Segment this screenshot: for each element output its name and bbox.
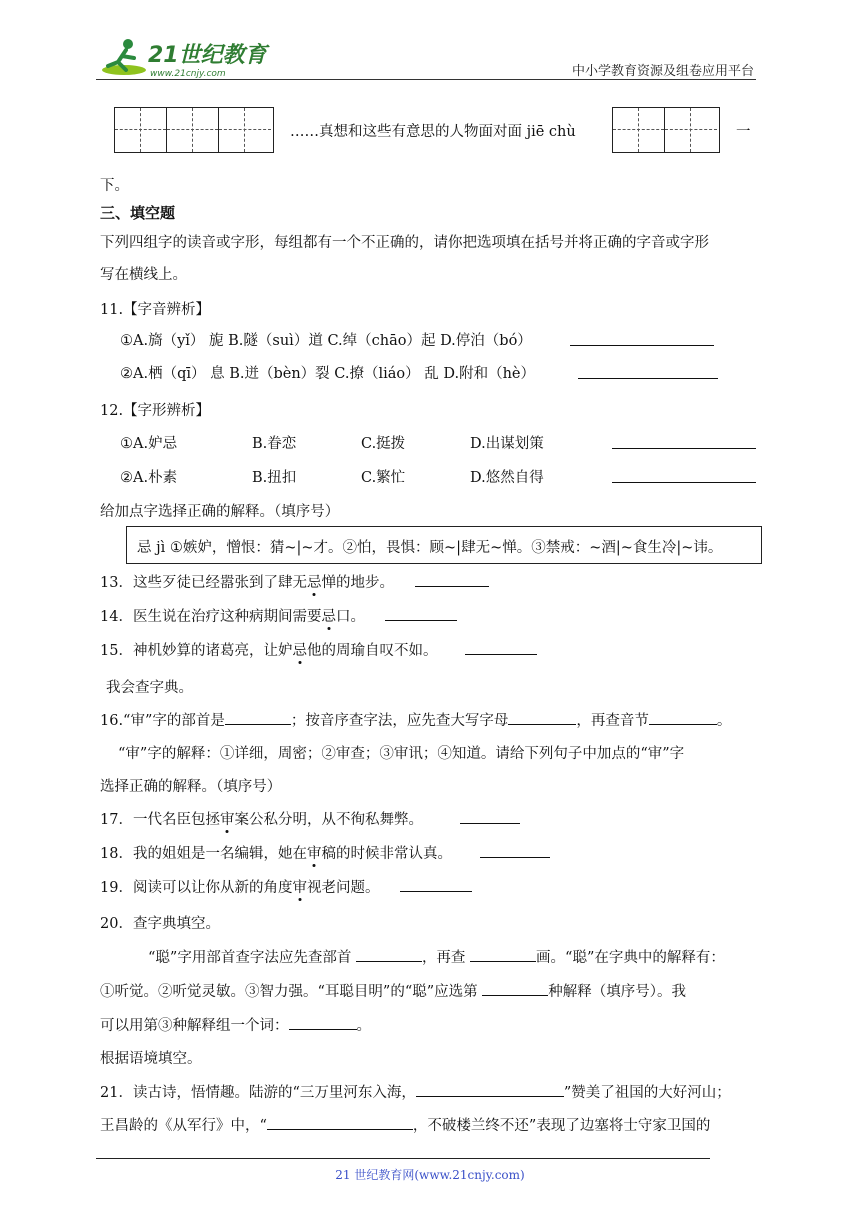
q20-l2a: ①听觉。②听觉灵敏。③智力强。“耳聪目明”的“聪”应选第 — [100, 984, 478, 1000]
q13-pre: 13．这些歹徒已经嚣张到了肆无 — [100, 575, 307, 591]
q21-line1 — [100, 1081, 731, 1102]
q11-row2-d: D.附和（hè） — [443, 366, 535, 382]
q20-l2b: 种解释（填序号）。我 — [548, 984, 687, 1000]
q12-row2-b: B.扭扣 — [252, 470, 297, 486]
q16-part-b: ；按音序查字法，应先查大写字母 — [290, 713, 509, 729]
q11-row1-b: B.隧（suì）道 — [228, 333, 323, 349]
q17-answer-blank[interactable] — [460, 808, 520, 824]
q16-part-d: 。 — [716, 713, 732, 729]
q14-dotted-char: 忌 — [321, 605, 336, 626]
q11-answer-blank-1[interactable] — [570, 330, 714, 346]
header-platform-name: 中小学教育资源及组卷应用平台 — [571, 64, 754, 79]
writing-grid-left — [114, 107, 274, 153]
q18-post: 稿的时候非常认真。 — [321, 846, 452, 862]
q12-title: 12.【字形辨析】 — [100, 403, 211, 419]
q13-answer-blank[interactable] — [415, 571, 489, 587]
q21-part-b: ”赞美了祖国的大好河山； — [563, 1085, 731, 1101]
sentence-wrap: 下。 — [100, 178, 129, 194]
q19-post: 视老问题。 — [306, 880, 380, 896]
svg-text:www.21cnjy.com: www.21cnjy.com — [150, 69, 226, 79]
q20-blank-strokes[interactable] — [470, 946, 536, 962]
q21-part-c: 王昌龄的《从军行》中，“ — [100, 1118, 267, 1134]
footer-text: 21 世纪教育网(www.21cnjy.com) — [335, 1168, 525, 1182]
q12-row2-d: D.悠然自得 — [470, 470, 544, 486]
q15-answer-blank[interactable] — [465, 639, 537, 655]
q11-row1-c: C.绰（chāo）起 — [327, 333, 436, 349]
q20-line2 — [100, 980, 686, 1001]
q20-l1a: “聪”字用部首查字法应先查部首 — [148, 950, 352, 966]
q18-dotted-char: 审 — [307, 842, 322, 863]
q15-pre: 15．神机妙算的诸葛亮，让妒 — [100, 643, 293, 659]
q19-answer-blank[interactable] — [400, 876, 472, 892]
section-intro-1: 下列四组字的读音或字形，每组都有一个不正确的，请你把选项填在括号并将正确的字音或字形 — [100, 235, 709, 251]
dict-expl-2: 选择正确的解释。（填序号） — [100, 779, 282, 795]
q19-dotted-char: 审 — [292, 876, 307, 897]
q20-blank-meaning[interactable] — [482, 980, 548, 996]
q18 — [100, 842, 452, 863]
q21-part-a: 21．读古诗，悟情趣。陆游的“三万里河东入海， — [100, 1085, 416, 1101]
context-title: 根据语境填空。 — [100, 1051, 202, 1067]
q19-pre: 19．阅读可以让你从新的角度 — [100, 880, 293, 896]
q12-answer-blank-1[interactable] — [612, 433, 756, 449]
q18-pre: 18．我的姐姐是一名编辑，她在 — [100, 846, 307, 862]
q17-dotted-char: 审 — [220, 808, 235, 829]
q21-line2 — [100, 1114, 710, 1135]
q16-part-c: ，再查音节 — [576, 713, 649, 729]
q17-pre: 17．一代名臣包拯 — [100, 812, 220, 828]
q12-row1-d: D.出谋划策 — [470, 436, 544, 452]
q15 — [100, 639, 437, 660]
section-intro-2: 写在横线上。 — [100, 267, 187, 283]
q21-blank-2[interactable] — [267, 1114, 413, 1130]
q13 — [100, 571, 394, 592]
definition-box — [126, 526, 762, 564]
q12-row2-a: ②A.朴素 — [120, 470, 178, 486]
q11-row2-b: B.迸（bèn）裂 — [229, 366, 330, 382]
q11-row1-d: D.停泊（bó） — [440, 333, 532, 349]
q14-post: 口。 — [335, 609, 365, 625]
q17 — [100, 808, 423, 829]
q18-answer-blank[interactable] — [480, 842, 550, 858]
q12-row1-b: B.眷恋 — [252, 436, 297, 452]
q11-row1-a: ①A.旖（yǐ） 旎 — [120, 333, 224, 349]
q17-post: 案公私分明，从不徇私舞弊。 — [234, 812, 423, 828]
q11-row2-c: C.撩（liáo） 乱 — [334, 366, 439, 382]
header-divider — [96, 79, 756, 80]
q20-l3b: 。 — [356, 1018, 371, 1034]
q12-row1-a: ①A.妒忌 — [120, 436, 178, 452]
dict-expl-1: “审”字的解释：①详细，周密；②审查；③审讯；④知道。请给下列句子中加点的“审”字 — [118, 746, 685, 762]
defs-intro: 给加点字选择正确的解释。（填序号） — [100, 504, 340, 520]
footer-divider — [96, 1158, 710, 1159]
q14-answer-blank[interactable] — [385, 605, 457, 621]
q20-l1c: 画。“聪”在字典中的解释有： — [536, 950, 725, 966]
q21-blank-1[interactable] — [416, 1081, 564, 1097]
q20-line1 — [148, 946, 725, 967]
svg-text:21世纪教育: 21世纪教育 — [148, 43, 267, 68]
q11-answer-blank-2[interactable] — [578, 363, 718, 379]
q20-blank-word[interactable] — [289, 1014, 357, 1030]
sentence-tail: 一 — [736, 124, 751, 140]
dict-title: 我会查字典。 — [106, 680, 193, 696]
q13-dotted-char: 忌 — [307, 571, 322, 592]
q11-row1 — [120, 329, 532, 350]
q12-answer-blank-2[interactable] — [612, 467, 756, 483]
q16-blank-letter[interactable] — [508, 709, 576, 725]
definition-text: 忌 jì ①嫉妒，憎恨：猜~|~才。②怕，畏惧：顾~|肆无~惮。③禁戒：~酒|~食生冷|~讳。 — [137, 540, 723, 556]
q16-blank-radical[interactable] — [225, 709, 291, 725]
q20-title: 20．查字典填空。 — [100, 916, 220, 932]
q21-part-d: ，不破楼兰终不还”表现了边塞将士守家卫国的 — [412, 1118, 711, 1134]
q16-part-a: 16.“审”字的部首是 — [100, 713, 225, 729]
q11-title: 11.【字音辨析】 — [100, 302, 211, 318]
q16-blank-syllable[interactable] — [649, 709, 717, 725]
q13-post: 惮的地步。 — [321, 575, 394, 591]
site-logo — [96, 36, 276, 80]
q20-blank-radical[interactable] — [356, 946, 422, 962]
q16 — [100, 709, 731, 730]
q14-pre: 14．医生说在治疗这种病期间需要 — [100, 609, 322, 625]
q12-row2-c: C.繁忙 — [361, 470, 406, 486]
pinyin-sentence: ……真想和这些有意思的人物面对面 jiē chù — [290, 124, 576, 140]
section-title: 三、填空题 — [100, 204, 176, 222]
q11-row2 — [120, 362, 535, 383]
writing-grid-right — [612, 107, 720, 153]
q14 — [100, 605, 365, 626]
q19 — [100, 876, 379, 897]
q20-l3a: 可以用第③种解释组一个词： — [100, 1018, 289, 1034]
q20-line3 — [100, 1014, 371, 1035]
q11-row2-a: ②A.栖（qī） 息 — [120, 366, 225, 382]
q15-post: 他的周瑜自叹不如。 — [306, 643, 438, 659]
q12-row1-c: C.挺拨 — [361, 436, 406, 452]
q15-dotted-char: 忌 — [292, 639, 307, 660]
q20-l1b: ，再查 — [421, 950, 466, 966]
